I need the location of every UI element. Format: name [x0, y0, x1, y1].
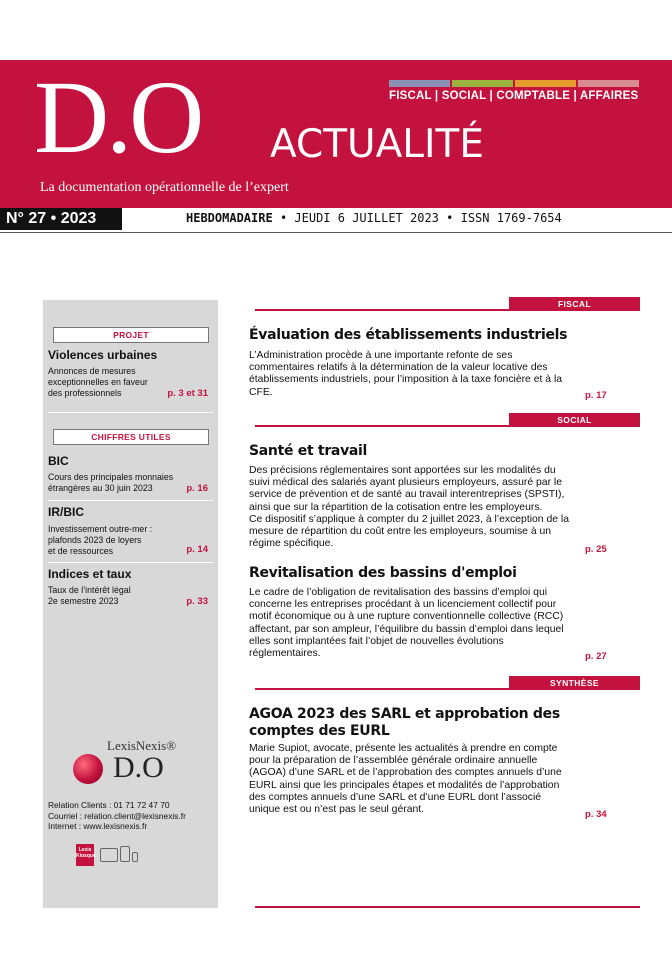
article-summary: [249, 587, 575, 660]
issue-meta: [186, 211, 562, 225]
page-reference[interactable]: p. 3 et 31: [167, 388, 208, 399]
sidebar-section-label-chiffres-utiles: CHIFFRES UTILES: [53, 429, 209, 445]
sidebar-item-title[interactable]: BIC: [48, 454, 69, 468]
article-title[interactable]: Évaluation des établissements industriels: [249, 327, 568, 343]
text-line: service de prévention et de santé au travail interentreprises (SPSTI),: [249, 489, 565, 501]
category-color-bars: [389, 80, 639, 87]
title-line: AGOA 2023 des SARL et approbation des: [249, 706, 560, 722]
article-summary: [249, 743, 575, 816]
page-reference[interactable]: p. 33: [186, 596, 208, 607]
text-line: Marie Supiot, avocate, présente les actualités à prendre en compte: [249, 743, 558, 754]
divider: [48, 562, 213, 563]
category-tag: SYNTHÈSE: [509, 676, 640, 690]
issue-frequency: HEBDOMADAIRE: [186, 211, 273, 225]
text-line: Annonces de mesures: [48, 366, 136, 376]
color-bar-social: [452, 80, 513, 87]
text-line: affectant, par son ampleur, l’équilibre du bassin d’emploi dans lequel: [249, 623, 564, 635]
product-name: D.O: [113, 751, 164, 784]
contact-phone: Relation Clients : 01 71 72 47 70: [48, 800, 170, 810]
contact-info: [48, 800, 186, 832]
text-line: pour la préparation de l’assemblée générale ordinaire annuelle: [249, 755, 538, 767]
sidebar-item-text: [48, 472, 173, 494]
text-line: unique est ou n’est pas le seul gérant.: [249, 804, 425, 816]
divider: [48, 500, 213, 501]
category-bar-social: [255, 413, 640, 427]
text-line: Ce dispositif s’applique à compter du 2 juillet 2023, à l’exception de la: [249, 513, 569, 525]
text-line: concerne les entreprises procédant à un licenciement collectif pour: [249, 599, 557, 611]
text-line: étrangères au 30 juin 2023: [48, 483, 153, 493]
text-line: mesure de répartition du coût entre les employeurs, soumise à un: [249, 526, 552, 538]
page-reference[interactable]: p. 16: [186, 483, 208, 494]
separator: •: [279, 211, 288, 225]
lexis-kiosque-badge[interactable]: [76, 844, 138, 866]
text-line: (AGOA) d’une SARL et de l’approbation des comptes annuels d’une: [249, 767, 562, 779]
masthead: [0, 60, 672, 208]
sidebar-item-text: [48, 585, 131, 607]
page-reference[interactable]: p. 17: [585, 390, 607, 401]
article-title[interactable]: Revitalisation des bassins d'emploi: [249, 565, 517, 581]
lexisnexis-do-logo: [73, 738, 191, 790]
brand-logo: D.O: [34, 60, 202, 175]
bottom-divider: [255, 906, 640, 908]
issue-bar: [0, 208, 672, 232]
text-line: des comptes annuels d’une SARL et d’une EURL dont l’associé: [249, 791, 542, 803]
laptop-icon: [100, 848, 118, 862]
page-reference[interactable]: p. 34: [585, 809, 607, 820]
contact-email[interactable]: Courriel : relation.client@lexisnexis.fr: [48, 810, 186, 821]
sidebar-item-title[interactable]: IR/BIC: [48, 505, 84, 519]
text-line: suivi médical des salariés ayant plusieurs employeurs, assuré par le: [249, 477, 563, 489]
sidebar-item-text: [48, 366, 148, 399]
phone-icon: [132, 852, 138, 862]
issue-number: N° 27 • 2023: [0, 208, 122, 230]
text-line: elles sont implantées fait l’objet de nouvelles évolutions: [249, 635, 504, 647]
category-bar-fiscal: [255, 297, 640, 311]
text-line: 2e semestre 2023: [48, 596, 119, 606]
color-bar-comptable: [515, 80, 576, 87]
globe-icon: [73, 754, 103, 784]
publisher-name: LexisNexis®: [107, 738, 177, 753]
text-line: régime spécifique.: [249, 538, 334, 550]
text-line: Taux de l’intérêt légal: [48, 585, 131, 595]
category-bar-synthese: [255, 676, 640, 690]
color-bar-fiscal: [389, 80, 450, 87]
title-line: comptes des EURL: [249, 723, 390, 739]
page-reference[interactable]: p. 25: [585, 544, 607, 555]
kiosque-logo: [76, 844, 94, 866]
header-divider: [0, 232, 672, 233]
text-line: plafonds 2023 de loyers: [48, 535, 142, 545]
text-line: commentaires relatifs à la détermination de la valeur locative des: [249, 362, 548, 374]
text-line: Investissement outre-mer :: [48, 524, 153, 534]
page-reference[interactable]: p. 14: [186, 544, 208, 555]
category-tag: SOCIAL: [509, 413, 640, 427]
publication-title: ACTUALITÉ: [270, 122, 484, 167]
article-title[interactable]: Santé et travail: [249, 443, 368, 459]
text-line: et de ressources: [48, 546, 114, 556]
tagline: La documentation opérationnelle de l’expert: [40, 180, 289, 195]
sidebar-item-title[interactable]: Indices et taux: [48, 567, 132, 581]
text-line: L’Administration procède à une importante refonte de ses: [249, 350, 513, 361]
rubrics-list: FISCAL | SOCIAL | COMPTABLE | AFFAIRES: [389, 90, 639, 102]
text-line: réglementaires.: [249, 648, 321, 660]
category-tag: FISCAL: [509, 297, 640, 311]
kiosque-brand: Lexis: [78, 847, 92, 853]
text-line: Des précisions réglementaires sont apportées sur les modalités du: [249, 465, 556, 476]
sidebar-item-text: [48, 524, 152, 557]
text-line: Cours des principales monnaies: [48, 472, 174, 482]
contact-website[interactable]: Internet : www.lexisnexis.fr: [48, 821, 148, 831]
separator: •: [446, 211, 454, 225]
divider: [48, 412, 213, 413]
text-line: ainsi que sur la répartition de la cotisation entre les employeurs.: [249, 501, 543, 513]
kiosque-label: Kiosque: [76, 853, 96, 859]
tablet-icon: [120, 846, 130, 862]
text-line: Le cadre de l’obligation de revitalisation des bassins d’emploi qui: [249, 587, 548, 598]
sidebar-section-label-projet: PROJET: [53, 327, 209, 343]
issue-date: JEUDI 6 JUILLET 2023: [294, 211, 439, 225]
color-bar-affaires: [578, 80, 639, 87]
issue-issn: ISSN 1769-7654: [460, 211, 562, 225]
text-line: établissements industriels, pour l’imposition à la taxe foncière et à la: [249, 374, 563, 386]
sidebar-item-title[interactable]: Violences urbaines: [48, 348, 158, 362]
article-summary: [249, 350, 575, 399]
text-line: EURL ainsi que les principales étapes et modalités de l’approbation: [249, 779, 560, 791]
article-summary: [249, 465, 575, 550]
text-line: des professionnels: [48, 388, 122, 398]
text-line: exceptionnelles en faveur: [48, 377, 148, 387]
article-title[interactable]: [249, 706, 560, 740]
page-reference[interactable]: p. 27: [585, 651, 607, 662]
text-line: CFE.: [249, 386, 273, 398]
text-line: motif économique ou à une rupture conventionnelle collective (RCC): [249, 611, 564, 623]
